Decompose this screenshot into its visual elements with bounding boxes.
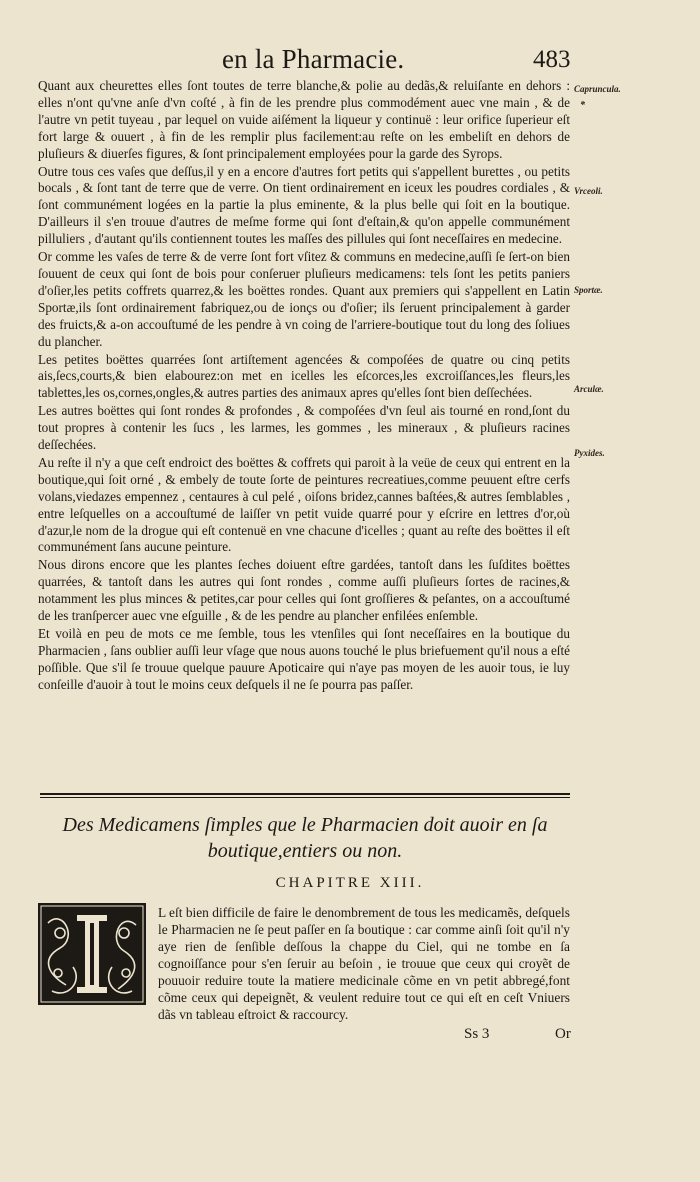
margin-note-sportae: Sportæ. (574, 285, 603, 295)
catchword: Or (555, 1026, 571, 1042)
chapter-heading: CHAPITRE XIII. (275, 875, 425, 891)
running-title: en la Pharmacie. (222, 44, 405, 74)
signature-mark: Ss 3 (464, 1026, 490, 1042)
section-separator-rule (40, 793, 570, 799)
margin-note-arculae: Arculæ. (574, 384, 604, 394)
paragraph: Et voilà en peu de mots ce me ſemble, tous les vtenſiles qui ſont neceſſaires en la boutique du Pharmacien , ſans oublier auſſi leur vſage que nous auons touché le plus briefuement qu'il nous a eſté poſſible. Que s'il ſe trouue quelque pauure Apoticaire qui n'aye pas moyen de les auoir tous, ie luy conſeille d'auoir à tout le moins ceux deſquels il ne ſe pourra pas paſſer. (38, 626, 570, 692)
ornamental-initial-i-icon (38, 903, 146, 1005)
paragraph: Or comme les vaſes de terre & de verre ſont fort vſitez & communs en medecine,auſſi ſe ſert-on bien ſouuent de ceux qui ſont de bois pour conſeruer pluſieurs medicamens: tels ſont les petits paniers d'oſier,les petits coffrets quarrez,& les boëttes rondes. Quant aux premiers qui s'appellent en Latin Sportæ,ils ſont ordinairement fabriquez,ou de ionçs ou d'oſier; ils ſeruent principalement à garder des fruicts,& a-on accouſtumé de les pendre à vn coing de l'arriere-boutique tout du long des ſoliues du plancher. (38, 249, 570, 349)
paragraph: Les petites boëttes quarrées ſont artiſtement agencées & compoſées de quatre ou cinq petits ais,ſecs,courts,& bien elabourez:on met en icelles les eſcorces,les excroiſſances,les fleurs,les tablettes,les os,cornes,ongles,& autres parties des animaux apres qu'elles ſont bien deſſechées. (38, 351, 570, 401)
margin-note-asterisk: * (580, 100, 585, 111)
chapter-opening-text: L eſt bien difficile de faire le denombrement de tous les medicamẽs, deſquels le Pharmacien ne ſe peut paſſer en ſa boutique : car comme ainſi ſoit qu'il n'y aye rien de ſenſible deſſous la chappe du Ciel, qui ne tombe en ſa cognoiſſance pour s'en ſeruir au beſoin , ie trouue que ceux qui croyẽt de pouuoir reduire toute la matiere medicinale cõme en vn petit abbregé,font cõme ceux qui depeignẽt, & veulent reduire tout ce qui eſt en ceſt Vniuers dãs vn tableau eſtroict & raccourcy. (158, 905, 570, 1022)
margin-note-pyxides: Pyxides. (574, 448, 605, 458)
paragraph: Outre tous ces vaſes que deſſus,il y en a encore d'autres fort petits qui s'appellent burettes , ou petits bocals , & ſont tant de terre que de verre. On tient ordinairement en iceux les poudres cordiales , & ſont communément logées en la partie la plus eminente, & la plus belle qui ſoit en la boutique. D'ailleurs il s'en trouue d'autres de meſme forme qui ſont d'eſtain,& qu'on appelle communément pilluliers , d'autant qu'ils contiennent toutes les maſſes des pillules qui ſont neceſſaires en medecine. (38, 163, 570, 247)
main-text (38, 78, 570, 694)
margin-note-vrceoli: Vrceoli. (574, 186, 603, 196)
margin-note-capruncula: Capruncula. (574, 84, 621, 94)
paragraph: Nous dirons encore que les plantes ſeches doiuent eſtre gardées, tantoſt dans les ſuſdites boëttes quarrées, & tantoſt dans les autres qui ſont rondes , comme auſſi pluſieurs ſortes de racines,& notamment les plus minces & petites,car pour celles qui ſont groſſieres & peſantes, on a accouſtumé de les tranſpercer auec vne eſguille , & de les pendre au plancher enfilées enſemble. (38, 557, 570, 624)
paragraph: Les autres boëttes qui ſont rondes & profondes , & compoſées d'vn ſeul ais tourné en rond,ſont du tout propres à contenir les ſucs , les larmes, les gommes , les mineraux , & pluſieurs racines deſſechées. (38, 403, 570, 453)
section-title: Des Medicamens ſimples que le Pharmacien doit auoir en ſa boutique,entiers ou non. (62, 814, 548, 862)
paragraph: Quant aux cheurettes elles ſont toutes de terre blanche,& polie au dedãs,& reluiſante en dehors : elles n'ont qu'vne anſe d'vn coſté , à fin de les prendre plus commodément auec vne main , & de l'autre vn petit tuyeau , par lequel on vuide aiſément la liqueur y continuë : leur orifice ſuperieur eſt fort large & ouuert , à fin de les remplir plus facilement:au reſte on les embeliſt en dehors de pluſieurs & diuerſes figures, & ſont principalement employées pour la garde des Syrops. (38, 78, 570, 161)
page-number: 483 (533, 46, 571, 73)
paragraph: Au reſte il n'y a que ceſt endroict des boëttes & coffrets qui paroit à la veüe de ceux qui entrent en la boutique,qui ſoit orné , & embely de toute ſorte de peintures recreatiues,comme peuuent eſtre cerfs volans,viedazes empennez , centaures à cul pelé , oiſons bridez,cannes baſtées,& autres ſemblables , entre leſquelles on a accouſtumé de laiſſer vn petit vuide quarré pour y eſcrire en lettres d'or,où d'azur,le nom de la drogue qui eſt contenuë en vne chacune d'icelles ; quant au reſte des boëttes il eſt communément ſans aucune peinture. (38, 454, 570, 555)
